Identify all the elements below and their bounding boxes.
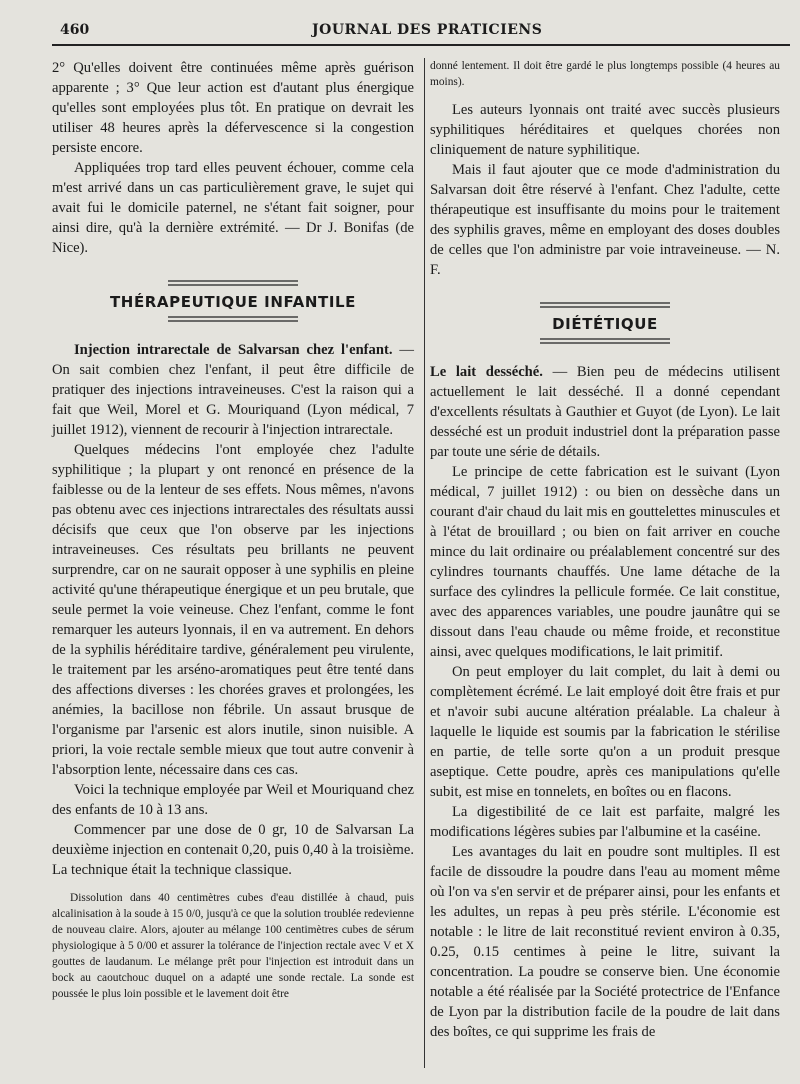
- paragraph: Les avantages du lait en poudre sont multiples. Il est facile de dissoudre la poudre dans l'eau au moment même où l'on va s'en servir et de préparer ainsi, pour les enfants et les adultes, un repas à peu près stérile. L'économie est notable : le litre de lait reconstitué revient environ à 0.35, 0.25, 0.15 centimes à peine le litre, suivant la concentration. La poudre se conserve bien. Une économie notable a été réalisée par la Société protectrice de l'Enfance de Lyon par la distribution facile de la poudre de lait dans des boîtes, ce qui supprime les frais de: [430, 844, 780, 1040]
- section-title: DIÉTÉTIQUE: [552, 315, 658, 333]
- double-rule-ornament: [540, 302, 670, 308]
- paragraph: Les auteurs lyonnais ont traité avec succès plusieurs syphilitiques héréditaires et quelques chorées non cliniquement de nature syphilitique.: [430, 102, 780, 158]
- section-title: THÉRAPEUTIQUE INFANTILE: [109, 293, 357, 311]
- paragraph: Le principe de cette fabrication est le suivant (Lyon médical, 7 juillet 1912) : ou bien on dessèche dans un courant d'air chaud du lait mis en gouttelettes minuscules et à l'état de brouillard ; ou bien on fait arriver en couche mince du lait ordinaire ou préalablement concentré sur des cylindres tournants chauffés. Une lame détache de la surface des cylindres la pellicule formée. Ce lait constitue, avec des apparences variables, une poudre jaunâtre qui se dissout dans l'eau chaude ou même froide, et reconstitue ainsi, avec quelques modifications, le lait primitif.: [430, 464, 780, 660]
- article-paragraph: [430, 362, 780, 462]
- paragraph: Mais il faut ajouter que ce mode d'administration du Salvarsan doit être réservé à l'enfant. Chez l'adulte, cette thérapeutique est insuffisante du moins pour le traitement des syphilis graves, même en employant des doses doubles de celles que l'on administre par voie intraveineuse. — N. F.: [430, 162, 780, 278]
- article-title: Le lait desséché.: [430, 364, 543, 380]
- right-column: [430, 58, 780, 1042]
- section-heading-dietetique: [430, 302, 780, 344]
- technique-note-continued: [430, 58, 780, 90]
- double-rule-ornament: [168, 316, 298, 322]
- paragraph: donné lentement. Il doit être gardé le plus longtemps possible (4 heures au moins).: [430, 60, 780, 88]
- paragraph: Dissolution dans 40 centimètres cubes d'eau distillée à chaud, puis alcalinisation à la soude à 15 0/0, jusqu'à ce que la solution troublée redevienne de nouveau claire. Alors, ajouter au mélange 100 centimètres cubes de sérum physiologique à 5 0/00 et assurer la tolérance de l'injection rectale avec V et X gouttes de laudanum. Le mélange prêt pour l'injection est introduit dans un bock au caoutchouc duquel on a adapté une sonde rectale. La sonde est poussée le plus loin possible et le lavement doit être: [52, 892, 415, 1000]
- page-header: [40, 18, 780, 42]
- article-text: — On sait combien chez l'enfant, il peut être difficile de pratiquer des injections intraveineuses. C'est la raison qui a fait que Weil, Morel et G. Mouriquand (Lyon médical, 7 juillet 1912), viennent de recourir à l'injection intrarectale.: [52, 342, 414, 438]
- paragraph: Commencer par une dose de 0 gr, 10 de Salvarsan La deuxième injection en contenait 0,20, puis 0,40 à la troisième. La technique était la technique classique.: [52, 822, 414, 878]
- column-divider: [424, 58, 425, 1068]
- paragraph: Appliquées trop tard elles peuvent échouer, comme cela m'est arrivé dans un cas particulièrement grave, le sujet qui avait fui le domicile paternel, ne s'étant fait soigner, pour ainsi dire, qu'à la dernière extrémité. — Dr J. Bonifas (de Nice).: [52, 160, 414, 256]
- left-column: [52, 58, 414, 1002]
- paragraph: On peut employer du lait complet, du lait à demi ou complètement écrémé. Le lait employé doit être frais et pur et n'avoir subi aucune altération préalable. La chaleur à laquelle le liquide est soumis par la fabrication le stérilise en partie, de telle sorte qu'on a un produit presque aseptique. Cette poudre, après ces manipulations qu'elle subit, est mise en tonnelets, en boîtes ou en flacons.: [430, 664, 780, 800]
- paragraph: Voici la technique employée par Weil et Mouriquand chez des enfants de 10 à 13 ans.: [52, 782, 414, 818]
- section-heading-therapeutique: [52, 280, 414, 322]
- double-rule-ornament: [540, 338, 670, 344]
- paragraph: Quelques médecins l'ont employée chez l'adulte syphilitique ; la plupart y ont renoncé en présence de la faiblesse ou de la lenteur de ses effets. Nous mêmes, n'avons pas obtenu avec ces injections intrarectales des résultats aussi décisifs que ceux que l'on observe par les injections intraveineuses. Ces résultats peu brillants ne peuvent surprendre, car on ne saurait opposer à une syphilis en pleine activité qu'une thérapeutique énergique et un peu brutale, que seule permet la voie veineuse. Chez l'enfant, comme le font remarquer les auteurs lyonnais, il en va autrement. En dehors de la syphilis héréditaire tardive, généralement peu virulente, le traitement par les arséno-aromatiques peut être tenté dans des affections diverses : les chorées graves et prolongées, les anémies, la bacillose non fébrile. Un assaut brusque de l'organisme par l'arsenic est alors inutile, sinon nuisible. A priori, la voie rectale semble mieux que tout autre convenir à l'absorption lente, nécessaire dans ces cas.: [52, 442, 414, 778]
- running-title: JOURNAL DES PRATICIENS: [312, 22, 543, 38]
- header-rule: [52, 44, 790, 46]
- article-text: — Bien peu de médecins utilisent actuellement le lait desséché. Il a donné cependant d'excellents résultats à Gauthier et Guyot (de Lyon). Le lait desséché est un produit industriel dont la préparation passe par toute une série de détails.: [430, 364, 780, 460]
- technique-note: [52, 890, 414, 1002]
- article-title: Injection intrarectale de Salvarsan chez l'enfant.: [74, 342, 393, 358]
- double-rule-ornament: [168, 280, 298, 286]
- page-number: 460: [60, 22, 90, 38]
- paragraph: 2° Qu'elles doivent être continuées même après guérison apparente ; 3° Que leur action est d'autant plus énergique qu'elles sont employées plus tôt. En pratique on devrait les utiliser 48 heures après la défervescence si la congestion persiste encore.: [52, 60, 414, 156]
- article-paragraph: [52, 340, 414, 440]
- paragraph: La digestibilité de ce lait est parfaite, malgré les modifications légères subies par l'albumine et la caséine.: [430, 804, 780, 840]
